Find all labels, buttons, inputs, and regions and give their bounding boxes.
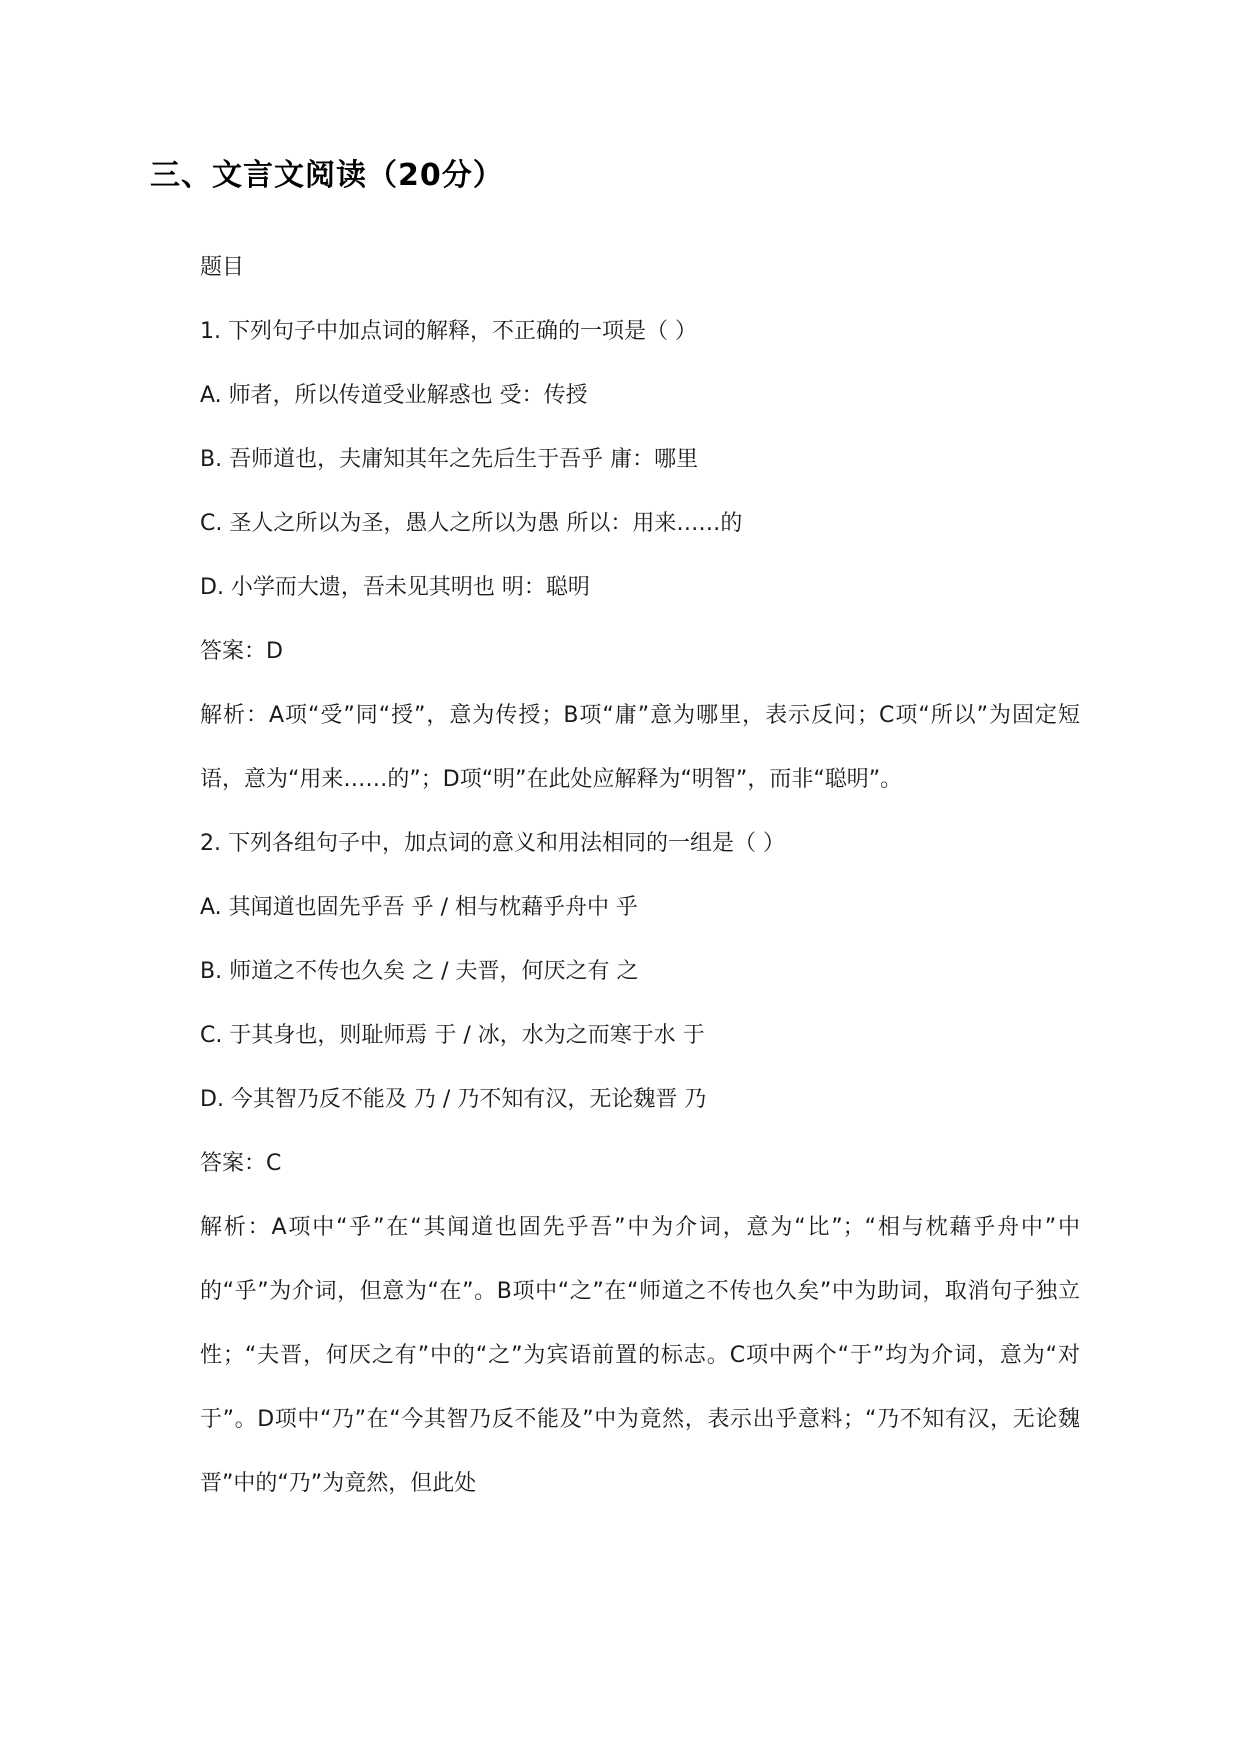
question-2-option-c: C. 于其身也，则耻师焉 于 / 冰，水为之而寒于水 于 (200, 1023, 705, 1048)
question-2-option-d: D. 今其智乃反不能及 乃 / 乃不知有汉，无论魏晋 乃 (200, 1087, 707, 1112)
question-1-option-d: D. 小学而大遗，吾未见其明也 明：聪明 (200, 575, 590, 600)
question-heading: 题目 (200, 255, 245, 280)
question-2-option-a: A. 其闻道也固先乎吾 乎 / 相与枕藉乎舟中 乎 (200, 895, 639, 920)
question-2-option-b: B. 师道之不传也久矣 之 / 夫晋，何厌之有 之 (200, 959, 639, 984)
question-1-option-a: A. 师者，所以传道受业解惑也 受：传授 (200, 383, 588, 408)
section-title: 三、文言文阅读（20分） (150, 158, 504, 193)
question-1-answer: 答案：D (200, 639, 283, 664)
question-2-stem: 2. 下列各组句子中，加点词的意义和用法相同的一组是（ ） (200, 831, 785, 856)
question-1-option-c: C. 圣人之所以为圣，愚人之所以为愚 所以：用来……的 (200, 511, 743, 536)
question-1-option-b: B. 吾师道也，夫庸知其年之先后生于吾乎 庸：哪里 (200, 447, 699, 472)
question-2-answer: 答案：C (200, 1151, 282, 1176)
question-2-analysis: 解析：A项中“乎”在“其闻道也固先乎吾”中为介词，意为“比”；“相与枕藉乎舟中”中的“乎”为介词，但意为“在”。B项中“之”在“师道之不传也久矣”中为助词，取消句子独立性；“夫晋，何厌之有”中的“之”为宾语前置的标志。C项中两个“于”均为介词，意为“对于”。D项中“乃”在“今其智乃反不能及”中为竟然，表示出乎意料；“乃不知有汉，无论魏晋”中的“乃”为竟然，但此处 (200, 1215, 1080, 1496)
question-body (200, 236, 1080, 1516)
question-1-analysis: 解析：A项“受”同“授”，意为传授；B项“庸”意为哪里，表示反问；C项“所以”为固定短语，意为“用来……的”；D项“明”在此处应解释为“明智”，而非“聪明”。 (200, 703, 1080, 792)
question-1-stem: 1. 下列句子中加点词的解释，不正确的一项是（ ） (200, 319, 697, 344)
